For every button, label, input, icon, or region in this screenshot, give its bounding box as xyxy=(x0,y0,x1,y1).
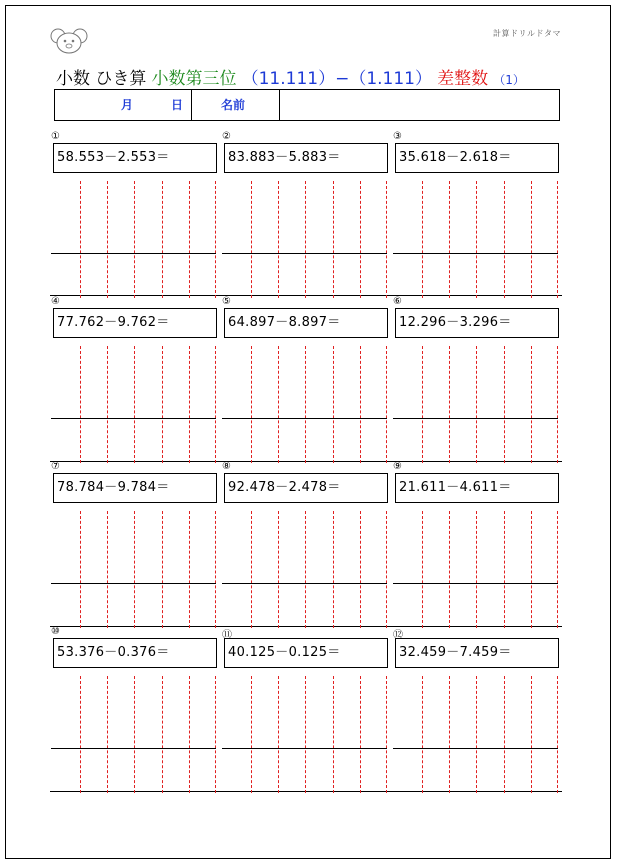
guide-line xyxy=(162,676,163,793)
guide-line xyxy=(134,181,135,298)
guide-line xyxy=(162,511,163,628)
guide-line xyxy=(251,511,252,628)
guide-line xyxy=(386,181,387,298)
guide-line xyxy=(449,676,450,793)
guide-line xyxy=(189,511,190,628)
problem-number: ④ xyxy=(51,296,60,307)
problem-9 xyxy=(393,461,559,631)
guide-line xyxy=(476,346,477,463)
worksheet-title xyxy=(56,64,525,89)
problem-10 xyxy=(51,626,217,796)
problem-expression: 53.376－0.376＝ xyxy=(53,638,217,668)
answer-line xyxy=(222,418,387,419)
problem-expression: 35.618－2.618＝ xyxy=(395,143,559,173)
guide-line xyxy=(278,181,279,298)
guide-line xyxy=(134,676,135,793)
guide-line xyxy=(215,346,216,463)
answer-line xyxy=(393,748,558,749)
answer-line xyxy=(51,748,216,749)
problem-expression: 40.125－0.125＝ xyxy=(224,638,388,668)
answer-line xyxy=(222,748,387,749)
problem-number: ⑪ xyxy=(222,630,232,641)
guide-line xyxy=(360,181,361,298)
guide-line xyxy=(80,676,81,793)
problem-expression: 83.883－5.883＝ xyxy=(224,143,388,173)
name-label: 名前 xyxy=(221,98,246,112)
problem-number: ⑫ xyxy=(393,630,403,641)
guide-line xyxy=(449,511,450,628)
problem-6 xyxy=(393,296,559,466)
guide-line xyxy=(80,346,81,463)
guide-line xyxy=(476,511,477,628)
guide-line xyxy=(305,511,306,628)
guide-line xyxy=(476,181,477,298)
guide-line xyxy=(305,676,306,793)
guide-line xyxy=(557,181,558,298)
guide-line xyxy=(251,676,252,793)
problem-8 xyxy=(222,461,388,631)
guide-line xyxy=(134,511,135,628)
answer-line xyxy=(51,253,216,254)
guide-line xyxy=(531,181,532,298)
guide-line xyxy=(305,346,306,463)
answer-line xyxy=(51,583,216,584)
guide-line xyxy=(386,511,387,628)
guide-line xyxy=(449,181,450,298)
guide-line xyxy=(422,346,423,463)
guide-line xyxy=(360,511,361,628)
guide-line xyxy=(557,676,558,793)
guide-line xyxy=(333,511,334,628)
guide-line xyxy=(504,511,505,628)
problem-number: ⑩ xyxy=(51,626,60,637)
day-label: 日 xyxy=(171,98,184,112)
guide-line xyxy=(278,511,279,628)
guide-line xyxy=(360,676,361,793)
problem-expression: 21.611－4.611＝ xyxy=(395,473,559,503)
guide-line xyxy=(333,676,334,793)
problem-expression: 77.762－9.762＝ xyxy=(53,308,217,338)
problem-1 xyxy=(51,131,217,301)
guide-line xyxy=(422,511,423,628)
guide-line xyxy=(107,181,108,298)
guide-line xyxy=(422,181,423,298)
guide-line xyxy=(189,346,190,463)
title-part-integer-diff: 差整数 xyxy=(437,69,489,89)
problem-number: ⑤ xyxy=(222,296,231,307)
guide-line xyxy=(80,511,81,628)
problem-expression: 58.553－2.553＝ xyxy=(53,143,217,173)
guide-line xyxy=(531,676,532,793)
guide-line xyxy=(476,676,477,793)
guide-line xyxy=(189,676,190,793)
guide-line xyxy=(134,346,135,463)
title-part-decimal-place: 小数第三位 xyxy=(151,69,237,89)
problem-11 xyxy=(222,630,388,796)
problem-3 xyxy=(393,131,559,301)
title-part-number: （1） xyxy=(493,73,525,87)
divider xyxy=(191,90,192,120)
guide-line xyxy=(557,346,558,463)
guide-line xyxy=(162,346,163,463)
answer-line xyxy=(222,253,387,254)
guide-line xyxy=(107,676,108,793)
guide-line xyxy=(422,676,423,793)
guide-line xyxy=(107,511,108,628)
guide-line xyxy=(278,346,279,463)
problem-number: ⑨ xyxy=(393,461,402,472)
guide-line xyxy=(557,511,558,628)
answer-line xyxy=(51,418,216,419)
problem-12 xyxy=(393,630,559,796)
answer-line xyxy=(393,418,558,419)
guide-line xyxy=(333,181,334,298)
name-date-box xyxy=(54,89,560,121)
guide-line xyxy=(531,511,532,628)
guide-line xyxy=(162,181,163,298)
problem-5 xyxy=(222,296,388,466)
guide-line xyxy=(305,181,306,298)
guide-line xyxy=(278,676,279,793)
guide-line xyxy=(215,676,216,793)
problem-4 xyxy=(51,296,217,466)
guide-line xyxy=(504,676,505,793)
guide-line xyxy=(215,511,216,628)
problem-number: ⑧ xyxy=(222,461,231,472)
guide-line xyxy=(504,181,505,298)
guide-line xyxy=(107,346,108,463)
problem-2 xyxy=(222,131,388,301)
month-label: 月 xyxy=(121,98,134,112)
guide-line xyxy=(80,181,81,298)
problem-number: ③ xyxy=(393,131,402,142)
guide-line xyxy=(333,346,334,463)
problem-expression: 12.296－3.296＝ xyxy=(395,308,559,338)
guide-line xyxy=(251,346,252,463)
guide-line xyxy=(251,181,252,298)
divider xyxy=(279,90,280,120)
problem-7 xyxy=(51,461,217,631)
guide-line xyxy=(504,346,505,463)
title-part-format: （11.111）−（1.111） xyxy=(241,69,432,89)
answer-line xyxy=(393,583,558,584)
problem-expression: 92.478－2.478＝ xyxy=(224,473,388,503)
problem-expression: 78.784－9.784＝ xyxy=(53,473,217,503)
guide-line xyxy=(215,181,216,298)
problem-number: ⑦ xyxy=(51,461,60,472)
problem-number: ⑥ xyxy=(393,296,402,307)
problem-expression: 64.897－8.897＝ xyxy=(224,308,388,338)
guide-line xyxy=(386,676,387,793)
guide-line xyxy=(189,181,190,298)
problem-number: ② xyxy=(222,131,231,142)
guide-line xyxy=(360,346,361,463)
guide-line xyxy=(449,346,450,463)
title-part-subtraction: 小数 ひき算 xyxy=(56,69,147,89)
guide-line xyxy=(386,346,387,463)
answer-line xyxy=(222,583,387,584)
problem-expression: 32.459－7.459＝ xyxy=(395,638,559,668)
mouse-mascot-icon xyxy=(50,27,88,55)
brand-label: 計算ドリルドタマ xyxy=(493,29,561,38)
problem-number: ① xyxy=(51,131,60,142)
guide-line xyxy=(531,346,532,463)
answer-line xyxy=(393,253,558,254)
